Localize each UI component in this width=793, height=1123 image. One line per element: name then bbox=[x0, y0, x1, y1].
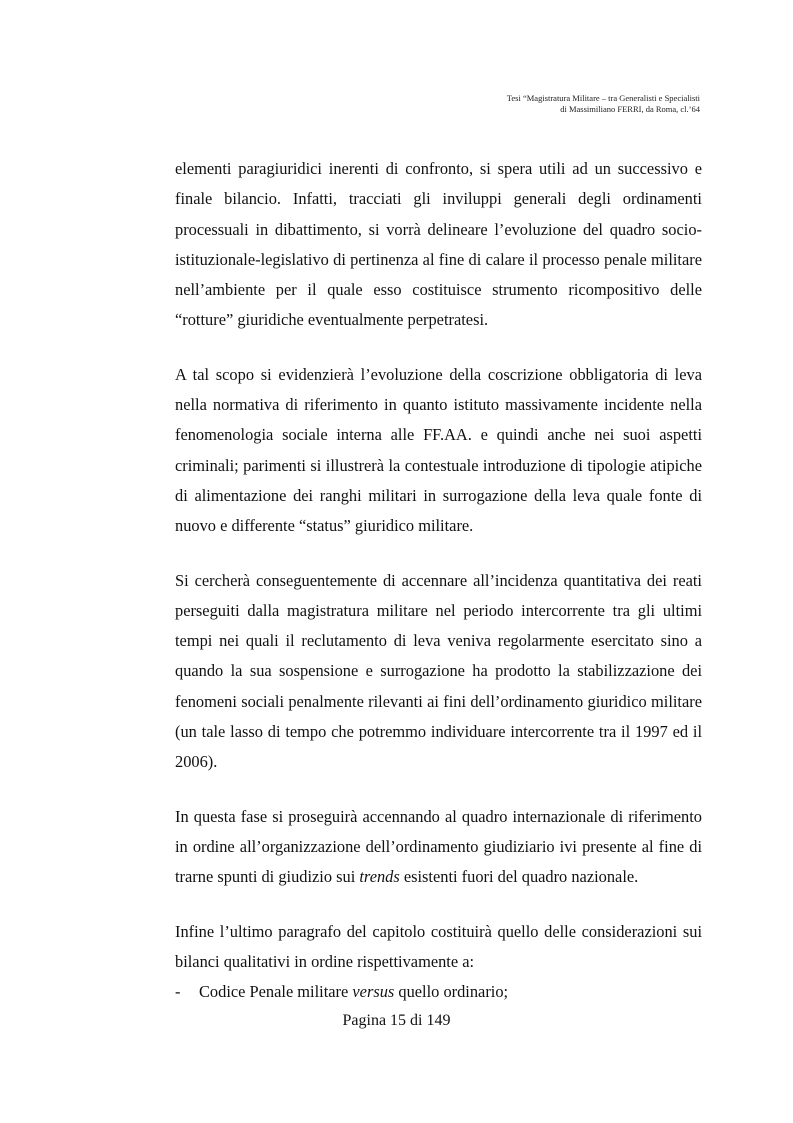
paragraph-4 bbox=[175, 802, 702, 893]
page-number-footer: Pagina 15 di 149 bbox=[342, 1012, 451, 1029]
running-header bbox=[507, 93, 700, 115]
paragraph-4-emphasis: trends bbox=[359, 867, 400, 887]
header-thesis-title: Tesi “Magistratura Militare – tra Generalisti e Specialisti bbox=[506, 93, 700, 103]
list-item-text-b: quello ordinario; bbox=[394, 982, 509, 1002]
paragraph-3: Si cercherà conseguentemente di accennare all’incidenza quantitativa dei reati perseguiti dalla magistratura militare nel periodo intercorrente tra gli ultimi tempi nei quali il reclutamento di leva veniva regolarmente esercitato sino a quando la sua sospensione e surrogazione ha prodotto la stabilizzazione dei fenomeni sociali penalmente rilevanti ai fini dell’ordinamento giuridico militare (un tale lasso di tempo che potremmo individuare intercorrente tra il 1997 ed il 2006). bbox=[175, 570, 702, 772]
paragraph-5: Infine l’ultimo paragrafo del capitolo costituirà quello delle considerazioni sui bilanci qualitativi in ordine rispettivamente a: bbox=[175, 921, 702, 971]
list-item bbox=[175, 977, 702, 1007]
paragraph-4-text-a: In questa fase si proseguirà accennando al quadro internazionale di riferimento in ordine all’organizzazione dell’ordinamento giudiziario ivi presente al fine di trarne spunti di giudizio sui bbox=[175, 806, 702, 887]
page-body bbox=[175, 154, 702, 1007]
list-item-text bbox=[199, 977, 508, 1007]
list-item-emphasis: versus bbox=[352, 982, 395, 1002]
list-dash: - bbox=[175, 982, 181, 1002]
paragraph-4-text-b: esistenti fuori del quadro nazionale. bbox=[399, 867, 639, 887]
paragraph-1: elementi paragiuridici inerenti di confronto, si spera utili ad un successivo e finale bilancio. Infatti, tracciati gli inviluppi generali degli ordinamenti processuali in dibattimento, si vorrà delineare l’evoluzione del quadro socio-istituzionale-legislativo di pertinenza al fine di calare il processo penale militare nell’ambiente per il quale esso costituisce strumento ricompositivo delle “rotture” giuridiche eventualmente perpetratesi. bbox=[175, 159, 702, 330]
header-author: di Massimiliano FERRI, da Roma, cl.’64 bbox=[560, 104, 700, 114]
list-item-text-a: Codice Penale militare bbox=[199, 982, 353, 1002]
paragraph-2: A tal scopo si evidenzierà l’evoluzione della coscrizione obbligatoria di leva nella normativa di riferimento in quanto istituto massivamente incidente nella fenomenologia sociale interna alle FF.AA. e quindi anche nei suoi aspetti criminali; parimenti si illustrerà la contestuale introduzione di tipologie atipiche di alimentazione dei ranghi militari in surrogazione della leva quale fonte di nuovo e differente “status” giuridico militare. bbox=[175, 364, 702, 536]
